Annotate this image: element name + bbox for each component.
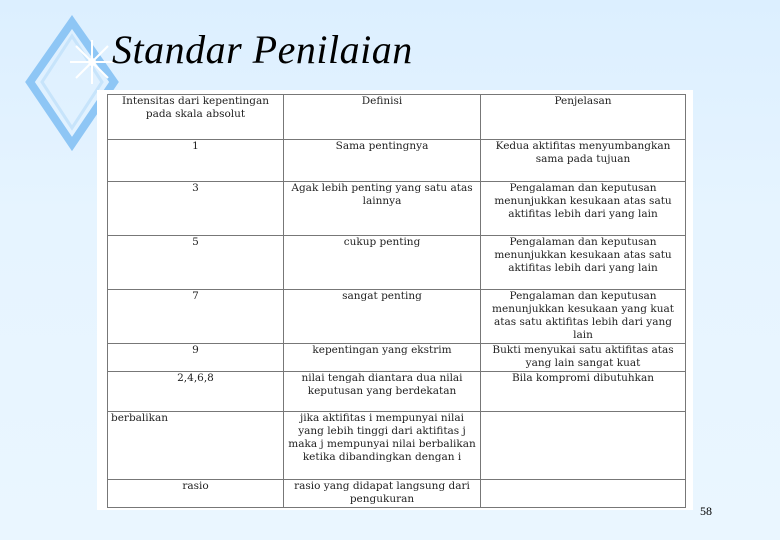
explanation-cell bbox=[481, 480, 686, 508]
table-row bbox=[108, 372, 686, 412]
page-number: 58 bbox=[700, 504, 712, 518]
definition-cell: Agak lebih penting yang satu atas lainnya bbox=[284, 182, 481, 236]
assessment-standards-table bbox=[107, 94, 686, 508]
explanation-cell: Pengalaman dan keputusan menunjukkan kesukaan yang kuat atas satu aktifitas lebih dari yang lain bbox=[481, 290, 686, 344]
definition-cell: jika aktifitas i mempunyai nilai yang lebih tinggi dari aktifitas j maka j mempunyai nilai berbalikan ketika dibandingkan dengan i bbox=[284, 412, 481, 480]
slide-title: Standar Penilaian bbox=[112, 27, 413, 72]
explanation-cell bbox=[481, 412, 686, 480]
definition-cell: nilai tengah diantara dua nilai keputusan yang berdekatan bbox=[284, 372, 481, 412]
explanation-cell: Bukti menyukai satu aktifitas atas yang lain sangat kuat bbox=[481, 344, 686, 372]
intensity-cell: 1 bbox=[108, 140, 284, 182]
definition-cell: sangat penting bbox=[284, 290, 481, 344]
table-row bbox=[108, 236, 686, 290]
intensity-cell: 3 bbox=[108, 182, 284, 236]
standards-table-panel bbox=[97, 90, 693, 510]
intensity-cell: 5 bbox=[108, 236, 284, 290]
definition-cell: cukup penting bbox=[284, 236, 481, 290]
definition-cell: Sama pentingnya bbox=[284, 140, 481, 182]
explanation-cell: Bila kompromi dibutuhkan bbox=[481, 372, 686, 412]
intensity-cell: 2,4,6,8 bbox=[108, 372, 284, 412]
header-definition: Definisi bbox=[284, 95, 481, 140]
table-row bbox=[108, 480, 686, 508]
explanation-cell: Pengalaman dan keputusan menunjukkan kesukaan atas satu aktifitas lebih dari yang lain bbox=[481, 236, 686, 290]
explanation-cell: Pengalaman dan keputusan menunjukkan kesukaan atas satu aktifitas lebih dari yang lain bbox=[481, 182, 686, 236]
definition-cell: kepentingan yang ekstrim bbox=[284, 344, 481, 372]
intensity-cell: berbalikan bbox=[108, 412, 284, 480]
table-row bbox=[108, 344, 686, 372]
header-explanation: Penjelasan bbox=[481, 95, 686, 140]
explanation-cell: Kedua aktifitas menyumbangkan sama pada tujuan bbox=[481, 140, 686, 182]
intensity-cell: rasio bbox=[108, 480, 284, 508]
intensity-cell: 7 bbox=[108, 290, 284, 344]
table-row bbox=[108, 140, 686, 182]
table-row bbox=[108, 290, 686, 344]
definition-cell: rasio yang didapat langsung dari pengukuran bbox=[284, 480, 481, 508]
intensity-cell: 9 bbox=[108, 344, 284, 372]
table-row bbox=[108, 182, 686, 236]
table-row bbox=[108, 412, 686, 480]
header-intensity: Intensitas dari kepentingan pada skala absolut bbox=[108, 95, 284, 140]
table-header-row bbox=[108, 95, 686, 140]
